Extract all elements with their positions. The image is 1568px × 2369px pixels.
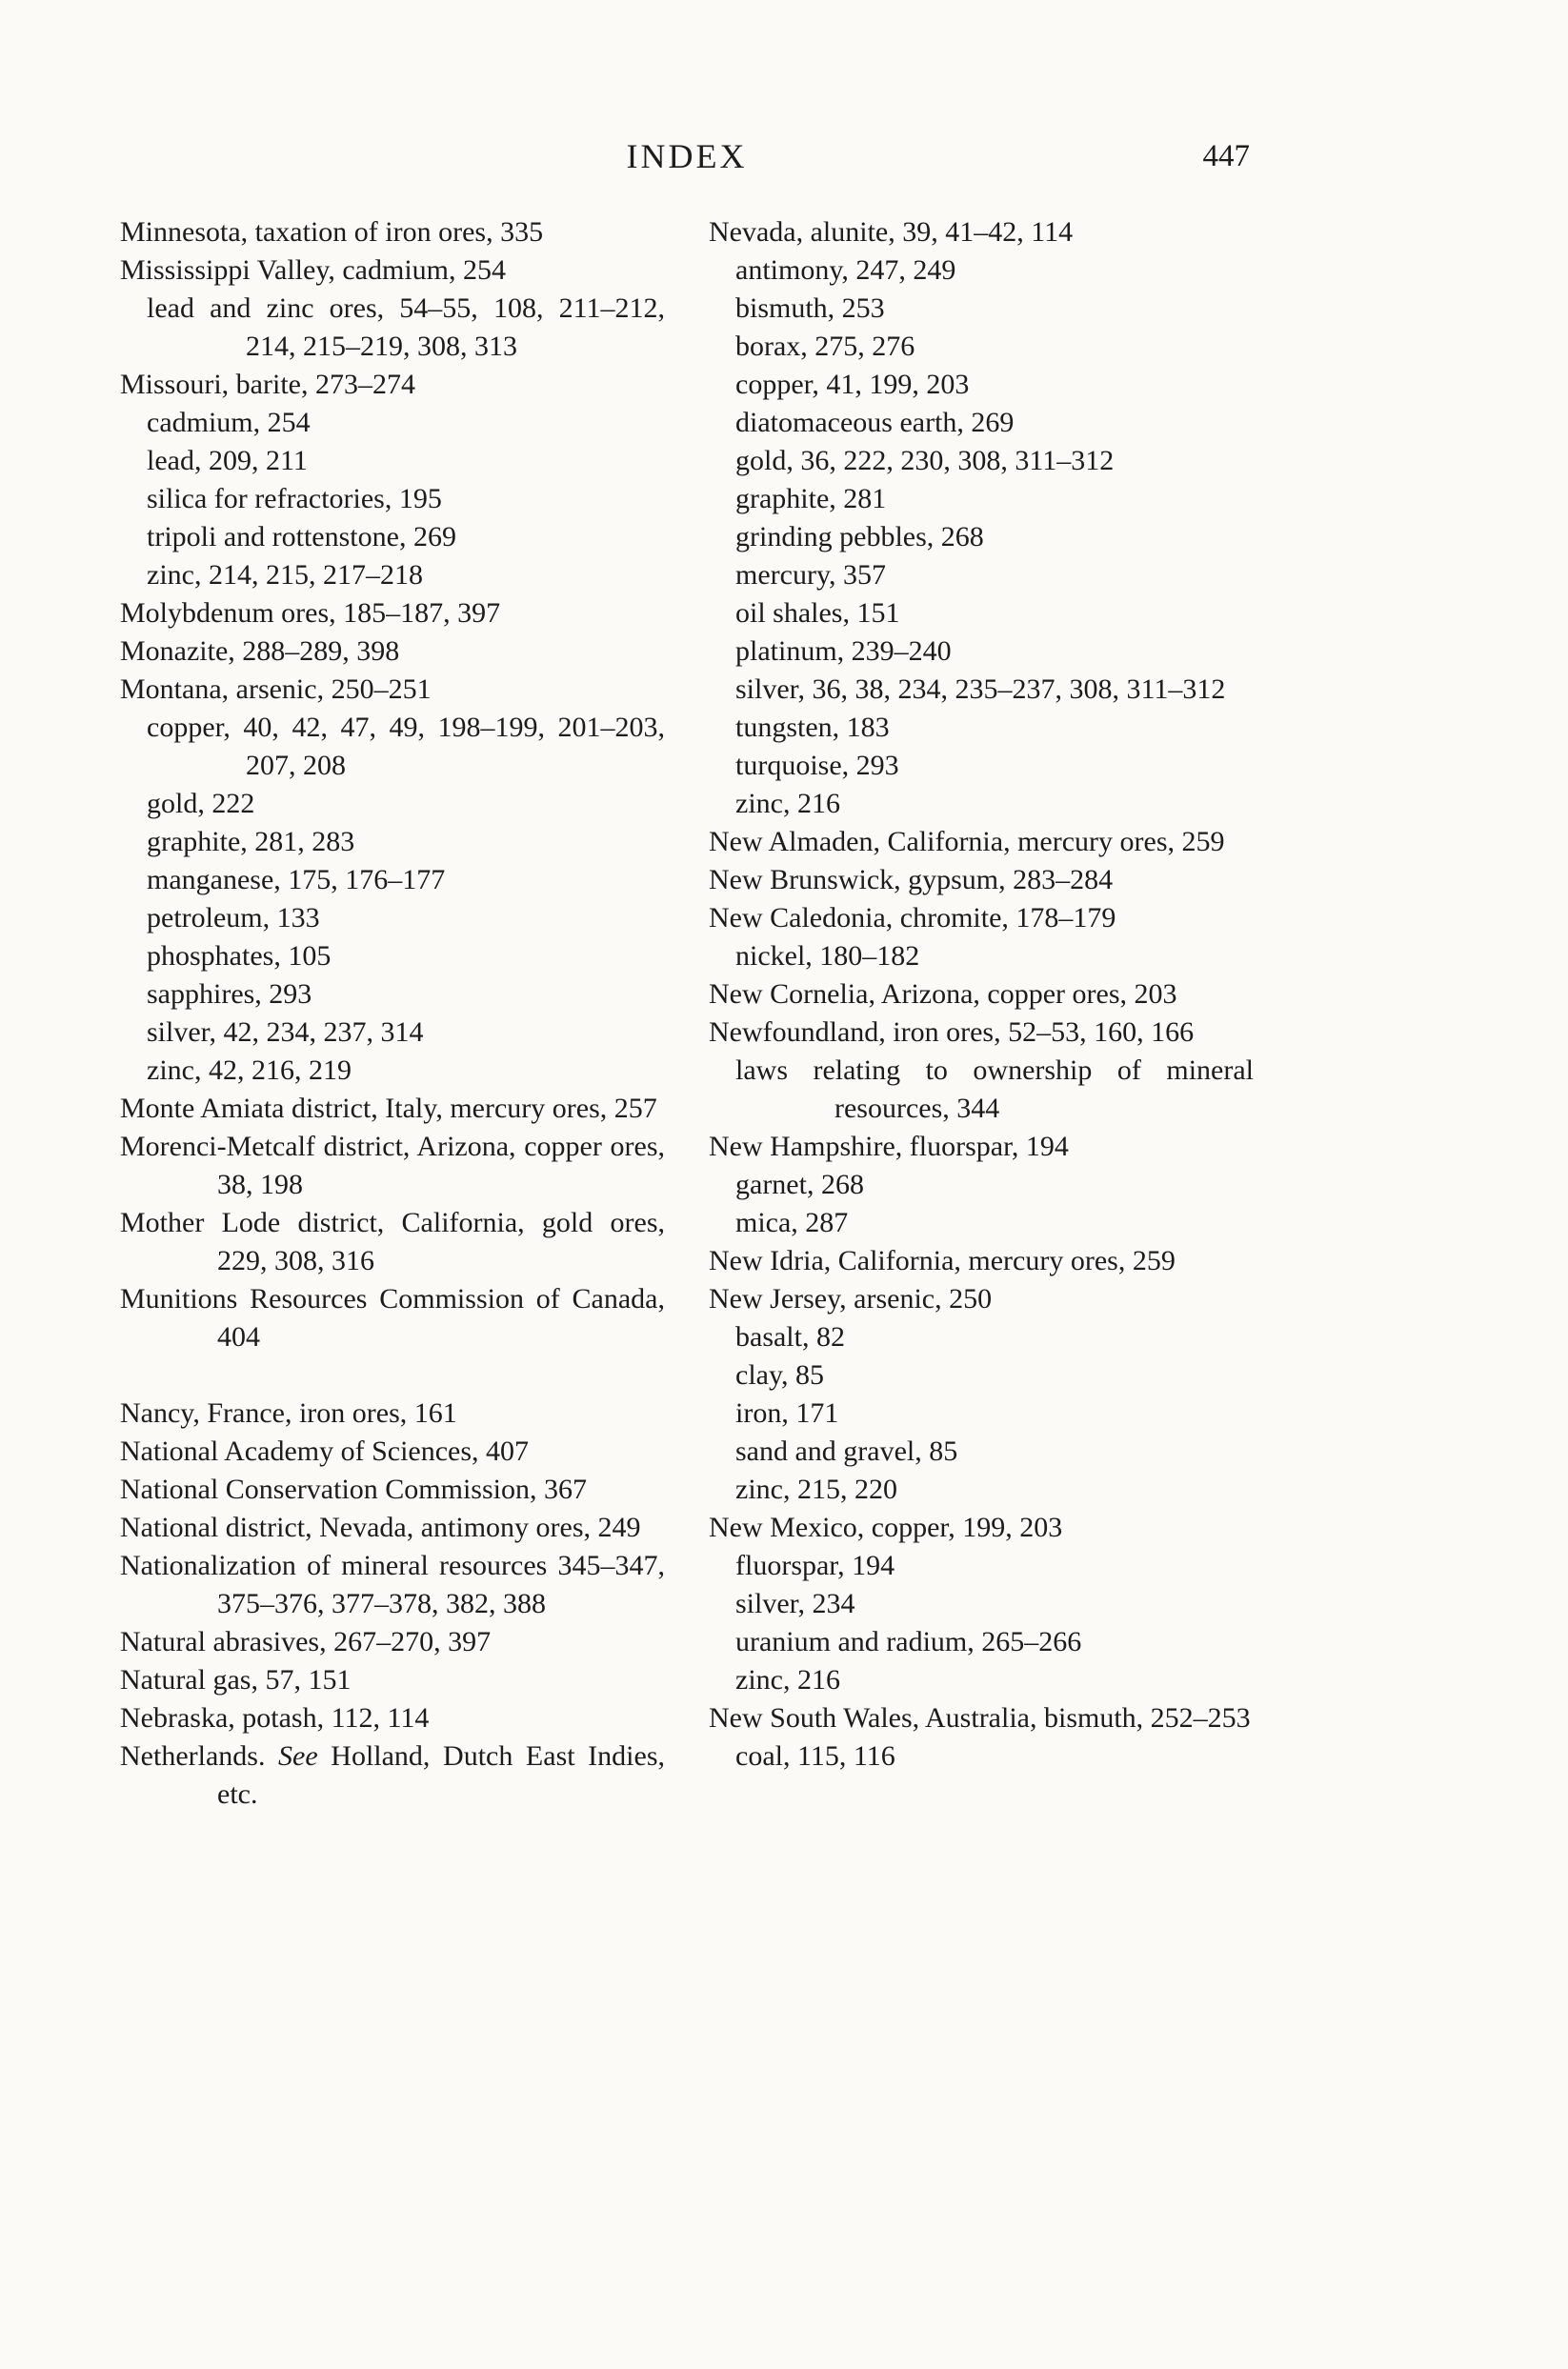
entry-text: Newfoundland, iron ores, 52–53, 160, 166 <box>709 1016 1195 1048</box>
index-entry <box>709 594 1254 632</box>
index-entry <box>709 1052 1254 1128</box>
index-entry <box>709 1204 1254 1242</box>
index-entry <box>120 1471 665 1509</box>
entry-text: nickel, 180–182 <box>735 940 920 972</box>
entry-text: graphite, 281, 283 <box>147 826 355 857</box>
entry-text: New Jersey, arsenic, 250 <box>709 1283 993 1315</box>
entry-text: Natural abrasives, 267–270, 397 <box>120 1626 492 1657</box>
index-entry <box>120 1699 665 1737</box>
index-entry <box>120 937 665 975</box>
entry-text: petroleum, 133 <box>147 902 320 934</box>
entry-text: graphite, 281 <box>735 483 887 514</box>
entry-text: turquoise, 293 <box>735 750 899 781</box>
index-entry <box>709 1585 1254 1623</box>
entry-text: Nancy, France, iron ores, 161 <box>120 1397 457 1429</box>
index-entry <box>709 442 1254 480</box>
index-entry <box>709 861 1254 899</box>
index-entry <box>709 290 1254 328</box>
index-entry <box>709 632 1254 671</box>
section-gap <box>120 1356 665 1395</box>
index-entry <box>120 1433 665 1471</box>
entry-text: garnet, 268 <box>735 1169 864 1200</box>
entry-text: New South Wales, Australia, bismuth, 252–253 <box>709 1702 1251 1734</box>
entry-text: bismuth, 253 <box>735 292 885 324</box>
entry-text: Natural gas, 57, 151 <box>120 1664 352 1696</box>
entry-text: copper, 40, 42, 47, 49, 198–199, 201–203, 207, 208 <box>147 712 665 781</box>
index-entry <box>709 1547 1254 1585</box>
entry-text: Molybdenum ores, 185–187, 397 <box>120 597 501 629</box>
entry-text: lead and zinc ores, 54–55, 108, 211–212, 214, 215–219, 308, 313 <box>147 292 665 362</box>
entry-text: Montana, arsenic, 250–251 <box>120 673 432 705</box>
entry-text: phosphates, 105 <box>147 940 332 972</box>
index-column-right <box>709 213 1254 1776</box>
entry-text: cadmium, 254 <box>147 407 311 438</box>
index-entry <box>120 1509 665 1547</box>
entry-text: Monazite, 288–289, 398 <box>120 635 400 667</box>
entry-text: iron, 171 <box>735 1397 839 1429</box>
index-column-left <box>120 213 665 1814</box>
entry-text: sapphires, 293 <box>147 978 312 1010</box>
index-entry <box>120 671 665 709</box>
index-entry <box>709 1509 1254 1547</box>
index-entry <box>120 290 665 366</box>
index-entry <box>709 366 1254 404</box>
index-entry <box>709 1356 1254 1395</box>
entry-text: gold, 36, 222, 230, 308, 311–312 <box>735 445 1115 476</box>
entry-text: platinum, 239–240 <box>735 635 952 667</box>
index-entry <box>120 518 665 556</box>
entry-text: mercury, 357 <box>735 559 886 591</box>
entry-text: Netherlands. <box>120 1740 279 1772</box>
index-entry <box>120 251 665 290</box>
index-entry <box>120 1014 665 1052</box>
index-entry <box>120 975 665 1014</box>
index-entry <box>709 328 1254 366</box>
entry-text: Mother Lode district, California, gold ores, 229, 308, 316 <box>120 1207 665 1276</box>
entry-text: zinc, 214, 215, 217–218 <box>147 559 423 591</box>
entry-text: laws relating to ownership of mineral resources, 344 <box>735 1054 1254 1124</box>
index-entry <box>120 1280 665 1356</box>
entry-text: New Cornelia, Arizona, copper ores, 203 <box>709 978 1177 1010</box>
index-entry <box>120 1204 665 1280</box>
entry-text: National Academy of Sciences, 407 <box>120 1435 530 1467</box>
entry-text: Nationalization of mineral resources 345–347, 375–376, 377–378, 382, 388 <box>120 1550 665 1619</box>
entry-text: Holland, Dutch East Indies, etc. <box>217 1740 665 1810</box>
entry-text: basalt, 82 <box>735 1321 845 1353</box>
entry-text: Nevada, alunite, 39, 41–42, 114 <box>709 216 1074 248</box>
entry-text: Morenci-Metcalf district, Arizona, copper ores, 38, 198 <box>120 1131 665 1200</box>
index-entry <box>120 556 665 594</box>
index-entry <box>709 518 1254 556</box>
index-entry <box>709 709 1254 747</box>
page-number: 447 <box>1202 139 1250 173</box>
index-entry <box>120 1623 665 1661</box>
entry-text: silver, 234 <box>735 1588 855 1619</box>
entry-text: diatomaceous earth, 269 <box>735 407 1015 438</box>
index-entry <box>120 899 665 937</box>
index-entry <box>709 213 1254 251</box>
entry-text: New Idria, California, mercury ores, 259 <box>709 1245 1176 1276</box>
entry-text: Monte Amiata district, Italy, mercury ores, 257 <box>120 1093 657 1124</box>
entry-text: uranium and radium, 265–266 <box>735 1626 1082 1657</box>
index-entry <box>120 1547 665 1623</box>
entry-text: clay, 85 <box>735 1359 825 1391</box>
index-entry <box>120 480 665 518</box>
entry-text: New Caledonia, chromite, 178–179 <box>709 902 1116 934</box>
entry-text: Minnesota, taxation of iron ores, 335 <box>120 216 544 248</box>
index-entry <box>120 1737 665 1814</box>
index-entry <box>120 594 665 632</box>
index-entry <box>120 1661 665 1699</box>
see-reference: See <box>278 1740 318 1772</box>
entry-text: New Almaden, California, mercury ores, 259 <box>709 826 1225 857</box>
index-entry <box>120 366 665 404</box>
index-entry <box>709 556 1254 594</box>
entry-text: fluorspar, 194 <box>735 1550 895 1581</box>
index-entry <box>709 1128 1254 1166</box>
index-entry <box>120 213 665 251</box>
entry-text: National district, Nevada, antimony ores, 249 <box>120 1512 641 1543</box>
index-entry <box>120 1128 665 1204</box>
index-entry <box>709 1737 1254 1776</box>
entry-text: oil shales, 151 <box>735 597 900 629</box>
index-entry <box>709 671 1254 709</box>
entry-text: silver, 36, 38, 234, 235–237, 308, 311–312 <box>735 673 1226 705</box>
index-entry <box>709 1318 1254 1356</box>
index-entry <box>709 1014 1254 1052</box>
entry-text: coal, 115, 116 <box>735 1740 895 1772</box>
index-entry <box>120 823 665 861</box>
index-entry <box>709 747 1254 785</box>
entry-text: zinc, 216 <box>735 788 840 819</box>
entry-text: borax, 275, 276 <box>735 331 915 362</box>
page-title: INDEX <box>626 137 748 175</box>
entry-text: mica, 287 <box>735 1207 849 1238</box>
index-entry <box>120 632 665 671</box>
index-entry <box>709 404 1254 442</box>
index-entry <box>120 404 665 442</box>
index-entry <box>709 1395 1254 1433</box>
entry-text: zinc, 216 <box>735 1664 840 1696</box>
index-entry <box>120 785 665 823</box>
entry-text: sand and gravel, 85 <box>735 1435 958 1467</box>
entry-text: copper, 41, 199, 203 <box>735 369 970 400</box>
entry-text: New Hampshire, fluorspar, 194 <box>709 1131 1069 1162</box>
index-entry <box>120 709 665 785</box>
index-entry <box>709 899 1254 937</box>
entry-text: Mississippi Valley, cadmium, 254 <box>120 254 506 286</box>
index-entry <box>120 1090 665 1128</box>
index-columns <box>120 213 1254 1814</box>
index-entry <box>709 480 1254 518</box>
entry-text: antimony, 247, 249 <box>735 254 956 286</box>
entry-text: Munitions Resources Commission of Canada, 404 <box>120 1283 665 1353</box>
index-entry <box>709 1661 1254 1699</box>
index-entry <box>120 442 665 480</box>
index-entry <box>709 937 1254 975</box>
entry-text: zinc, 42, 216, 219 <box>147 1054 352 1086</box>
index-entry <box>709 1280 1254 1318</box>
entry-text: New Mexico, copper, 199, 203 <box>709 1512 1063 1543</box>
entry-text: silver, 42, 234, 237, 314 <box>147 1016 424 1048</box>
index-entry <box>709 1242 1254 1280</box>
entry-text: manganese, 175, 176–177 <box>147 864 446 895</box>
index-entry <box>120 1395 665 1433</box>
index-entry <box>709 975 1254 1014</box>
index-entry <box>709 1471 1254 1509</box>
index-entry <box>709 1433 1254 1471</box>
entry-text: gold, 222 <box>147 788 255 819</box>
index-entry <box>120 1052 665 1090</box>
index-entry <box>709 1166 1254 1204</box>
entry-text: zinc, 215, 220 <box>735 1474 897 1505</box>
index-entry <box>709 251 1254 290</box>
index-entry <box>709 785 1254 823</box>
entry-text: grinding pebbles, 268 <box>735 521 984 552</box>
entry-text: tungsten, 183 <box>735 712 890 743</box>
index-entry <box>120 861 665 899</box>
entry-text: lead, 209, 211 <box>147 445 308 476</box>
entry-text: Missouri, barite, 273–274 <box>120 369 415 400</box>
entry-text: silica for refractories, 195 <box>147 483 442 514</box>
entry-text: Nebraska, potash, 112, 114 <box>120 1702 430 1734</box>
entry-text: National Conservation Commission, 367 <box>120 1474 587 1505</box>
entry-text: tripoli and rottenstone, 269 <box>147 521 456 552</box>
index-entry <box>709 1699 1254 1737</box>
page-header <box>120 131 1254 181</box>
entry-text: New Brunswick, gypsum, 283–284 <box>709 864 1114 895</box>
index-entry <box>709 823 1254 861</box>
index-entry <box>709 1623 1254 1661</box>
